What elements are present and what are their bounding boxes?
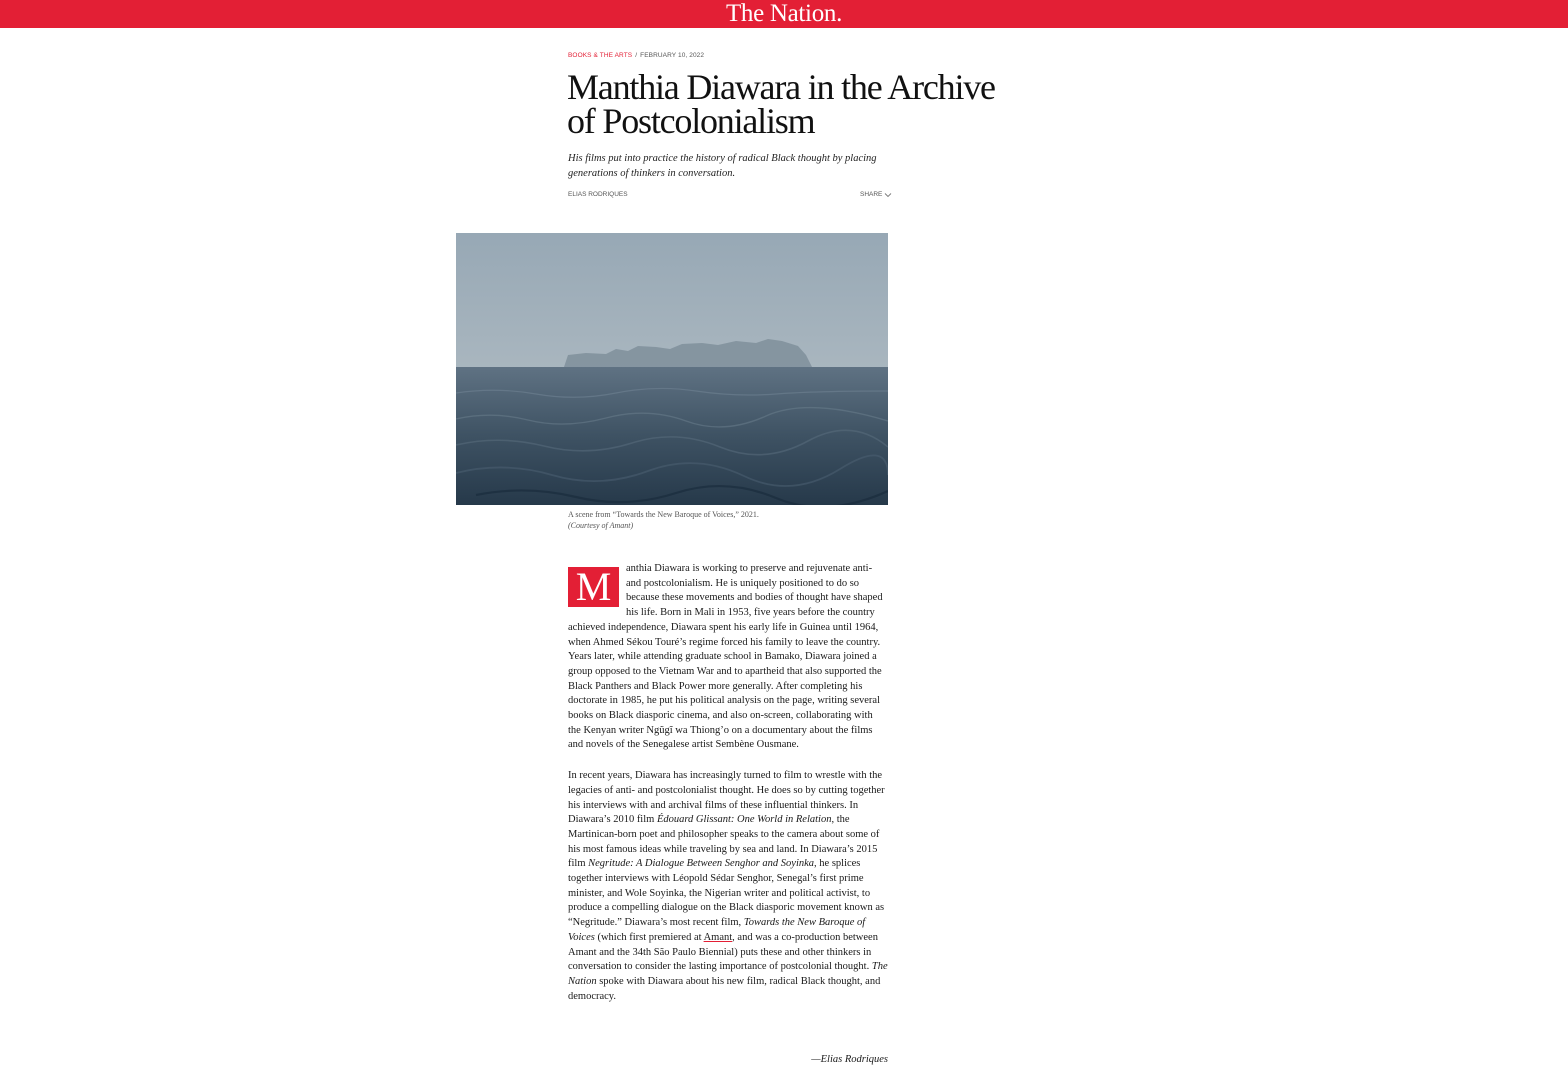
- paragraph-text: (which first premiered at: [594, 931, 704, 943]
- paragraph-text: , he splices together interviews with Léopold Sédar Senghor, Senegal’s first prime minister, and Wole Soyinka, the Nigerian writer and political activist, to produce a compelling dialogue on the Black diasporic movement known as “Negritude.” Diawara’s most recent film,: [568, 858, 885, 929]
- paragraph-text: , and was a co-production between Amant and the 34th São Paulo Biennial) puts these and other thinkers in conversation to consider the lasting importance of postcolonial thought.: [568, 931, 878, 973]
- publish-date: FEBRUARY 10, 2022: [640, 52, 705, 59]
- share-button[interactable]: [860, 191, 892, 198]
- paragraph: [568, 562, 888, 753]
- paragraph-text: anthia Diawara is working to preserve and rejuvenate anti- and postcolonialism. He is uniquely positioned to do so because these movements and bodies of thought have shaped his life. Born in Mali in 1953, five years before the country achieved independence, Diawara spent his early life in Guinea until 1964, when Ahmed Sékou Touré’s regime forced his family to leave the country. Years later, while attending graduate school in Bamako, Diawara joined a group opposed to the Vietnam War and to apartheid that also supported the Black Panthers and Black Power more generally. After completing his doctorate in 1985, he put his political analysis on the page, writing several books on Black diasporic cinema, and also on-screen, collaborating with the Kenyan writer Ngũgĩ wa Thiong’o on a documentary about the films and novels of the Senegalese artist Sembène Ousmane.: [568, 563, 883, 751]
- image-caption: [568, 509, 888, 531]
- film-title: Towards the New Baroque of Voices: [568, 917, 866, 943]
- paragraph-text: , the Martinican-born poet and philosopher speaks to the camera about some of his most famous ideas while traveling by sea and land. In Diawara’s 2015 film: [568, 814, 880, 870]
- sea: [456, 367, 888, 505]
- drop-cap: M: [568, 567, 619, 607]
- site-logo[interactable]: The Nation.: [725, 0, 843, 27]
- site-header: [0, 0, 1568, 28]
- breadcrumb: [568, 52, 704, 59]
- article-body: [568, 562, 888, 1020]
- article-title: Manthia Diawara in the Archive of Postcolonialism: [567, 67, 995, 141]
- film-title: Édouard Glissant: One World in Relation: [656, 814, 832, 826]
- film-title: Negritude: A Dialogue Between Senghor and Soyinka: [588, 858, 815, 870]
- paragraph-text: In recent years, Diawara has increasingly turned to film to wrestle with the legacies of anti- and postcolonialist thought. He does so by cutting together his interviews with and archival films of these influential thinkers. In Diawara’s 2010 film: [568, 770, 885, 826]
- section-link[interactable]: BOOKS & THE ARTS: [568, 52, 633, 59]
- publication-name: The Nation: [568, 961, 888, 987]
- article-dek: His films put into practice the history of radical Black thought by placing generations of thinkers in conversation.: [568, 153, 877, 179]
- paragraph: [568, 769, 888, 1004]
- share-label: SHARE: [860, 191, 883, 198]
- breadcrumb-separator: /: [635, 52, 638, 59]
- caption-text: A scene from “Towards the New Baroque of Voices,” 2021.: [568, 510, 759, 519]
- amant-link[interactable]: Amant: [703, 931, 733, 943]
- image-credit: (Courtesy of Amant): [568, 521, 634, 530]
- chevron-down-icon: [884, 192, 892, 198]
- author-signoff: —Elias Rodriques: [811, 1054, 888, 1065]
- hero-image[interactable]: [456, 233, 888, 505]
- paragraph-text: spoke with Diawara about his new film, radical Black thought, and democracy.: [568, 975, 881, 1002]
- author-byline[interactable]: ELIAS RODRIQUES: [568, 191, 628, 198]
